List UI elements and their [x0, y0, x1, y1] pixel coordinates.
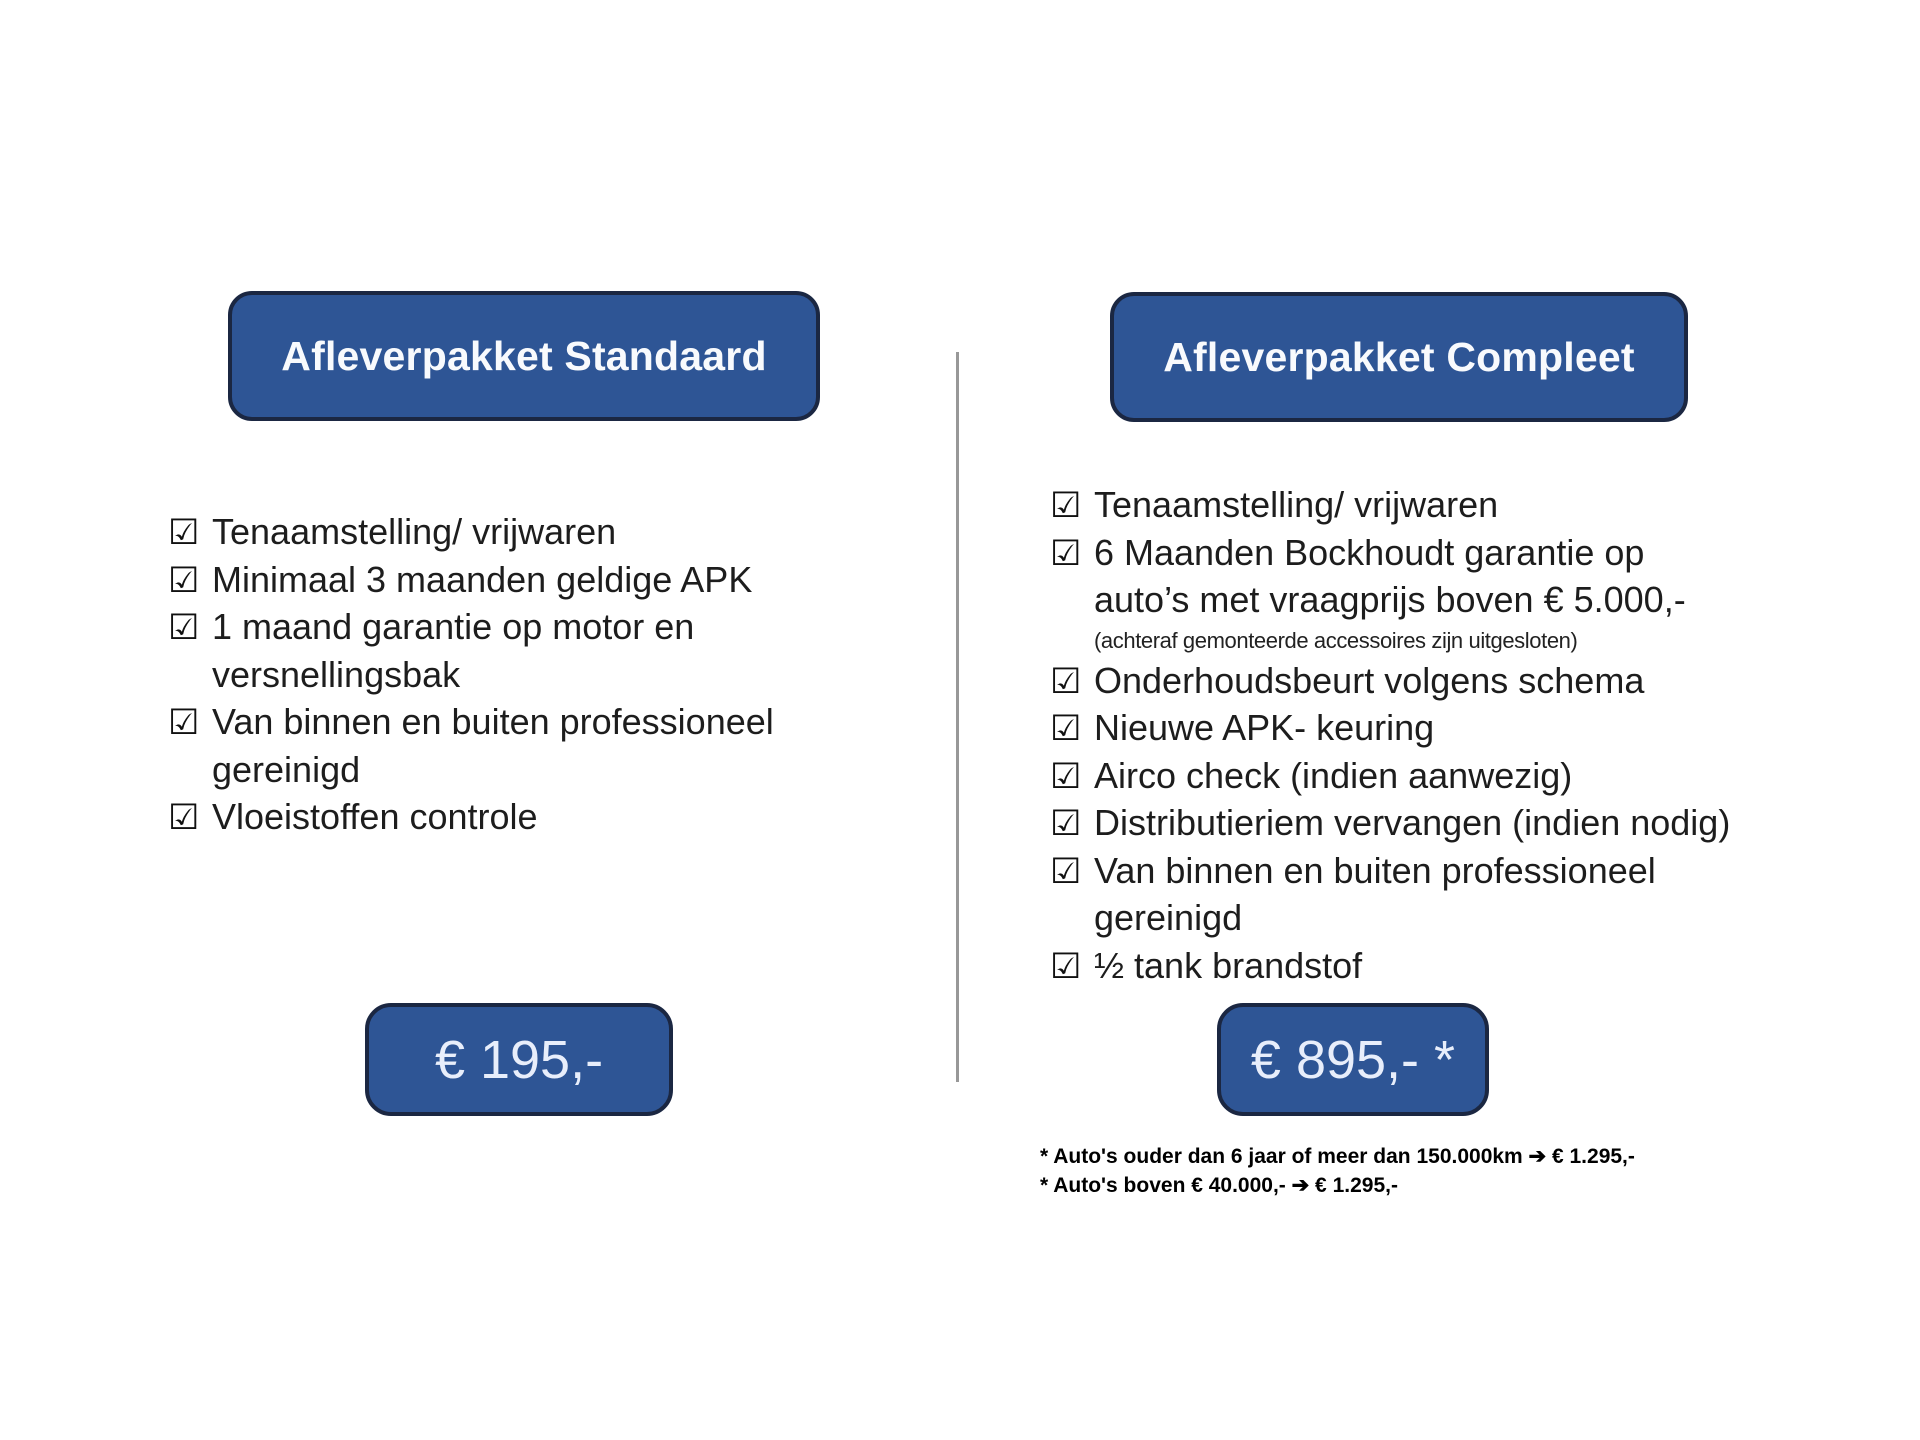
checked-checkbox-icon: ☑	[1050, 946, 1082, 986]
list-item-wrap	[1050, 894, 1730, 942]
package-title: Afleverpakket Compleet	[1163, 333, 1635, 380]
price-label: € 895,- *	[1250, 1029, 1456, 1090]
list-item-label: Onderhoudsbeurt volgens schema	[1094, 659, 1645, 701]
list-item-label: Van binnen en buiten professioneel	[212, 701, 774, 742]
checked-checkbox-icon: ☑	[1050, 533, 1082, 573]
price-badge-compleet[interactable]	[1217, 1003, 1489, 1116]
list-item-label: Tenaamstelling/ vrijwaren	[1094, 484, 1499, 525]
list-item	[168, 793, 774, 841]
checked-checkbox-icon: ☑	[168, 798, 200, 837]
list-item-wrap	[1050, 576, 1730, 624]
price-badge-standaard[interactable]	[365, 1003, 673, 1116]
footnote-line: * Auto's ouder dan 6 jaar of meer dan 150.000km ➔ € 1.295,-	[1040, 1145, 1635, 1168]
list-item-label: auto’s met vraagprijs boven € 5.000,-	[1094, 579, 1686, 620]
list-item-label: Airco check (indien aanwezig)	[1094, 754, 1573, 796]
checked-checkbox-icon: ☑	[1050, 851, 1082, 891]
list-item-label: gereinigd	[1094, 897, 1243, 938]
list-item	[1050, 799, 1730, 847]
package-title: Afleverpakket Standaard	[281, 332, 767, 379]
checked-checkbox-icon: ☑	[1050, 486, 1082, 525]
package-header-compleet[interactable]	[1110, 292, 1688, 422]
list-item	[1050, 657, 1730, 705]
footnote-line: * Auto's boven € 40.000,- ➔ € 1.295,-	[1040, 1174, 1398, 1197]
footnotes	[1040, 1142, 1635, 1200]
list-item-label: Van binnen en buiten professioneel	[1094, 849, 1656, 891]
list-item-label: Tenaamstelling/ vrijwaren	[212, 511, 617, 552]
list-item	[1050, 481, 1730, 529]
package-header-standaard[interactable]	[228, 291, 820, 421]
list-item-note-label: (achteraf gemonteerde accessoires zijn uitgesloten)	[1094, 627, 1578, 653]
list-item	[1050, 847, 1730, 895]
checked-checkbox-icon: ☑	[168, 513, 200, 552]
list-item-wrap	[168, 651, 774, 699]
list-item	[1050, 752, 1730, 800]
price-label: € 195,-	[434, 1029, 604, 1090]
checked-checkbox-icon: ☑	[168, 560, 200, 600]
list-item-label: Minimaal 3 maanden geldige APK	[212, 558, 753, 600]
list-item-note	[1050, 624, 1730, 657]
checklist-compleet	[1050, 481, 1730, 989]
list-item	[168, 698, 774, 746]
list-item-label: 1 maand garantie op motor en	[212, 606, 695, 647]
list-item-label: Vloeistoffen controle	[212, 796, 538, 837]
checked-checkbox-icon: ☑	[1050, 661, 1082, 701]
checklist-standaard	[168, 508, 774, 841]
checked-checkbox-icon: ☑	[168, 703, 200, 742]
list-item	[1050, 529, 1730, 577]
list-item-label: ½ tank brandstof	[1094, 944, 1363, 986]
list-item-label: versnellingsbak	[212, 653, 461, 695]
list-item	[168, 603, 774, 651]
checked-checkbox-icon: ☑	[1050, 756, 1082, 796]
checked-checkbox-icon: ☑	[1050, 804, 1082, 843]
column-divider	[956, 352, 959, 1082]
list-item	[1050, 704, 1730, 752]
checked-checkbox-icon: ☑	[1050, 709, 1082, 748]
list-item-label: Distributieriem vervangen (indien nodig)	[1094, 802, 1731, 843]
list-item	[168, 508, 774, 556]
list-item-label: gereinigd	[212, 748, 361, 790]
list-item-label: Nieuwe APK- keuring	[1094, 707, 1435, 748]
list-item	[168, 556, 774, 604]
list-item	[1050, 942, 1730, 990]
list-item-wrap	[168, 746, 774, 794]
checked-checkbox-icon: ☑	[168, 608, 200, 647]
list-item-label: 6 Maanden Bockhoudt garantie op	[1094, 531, 1645, 573]
